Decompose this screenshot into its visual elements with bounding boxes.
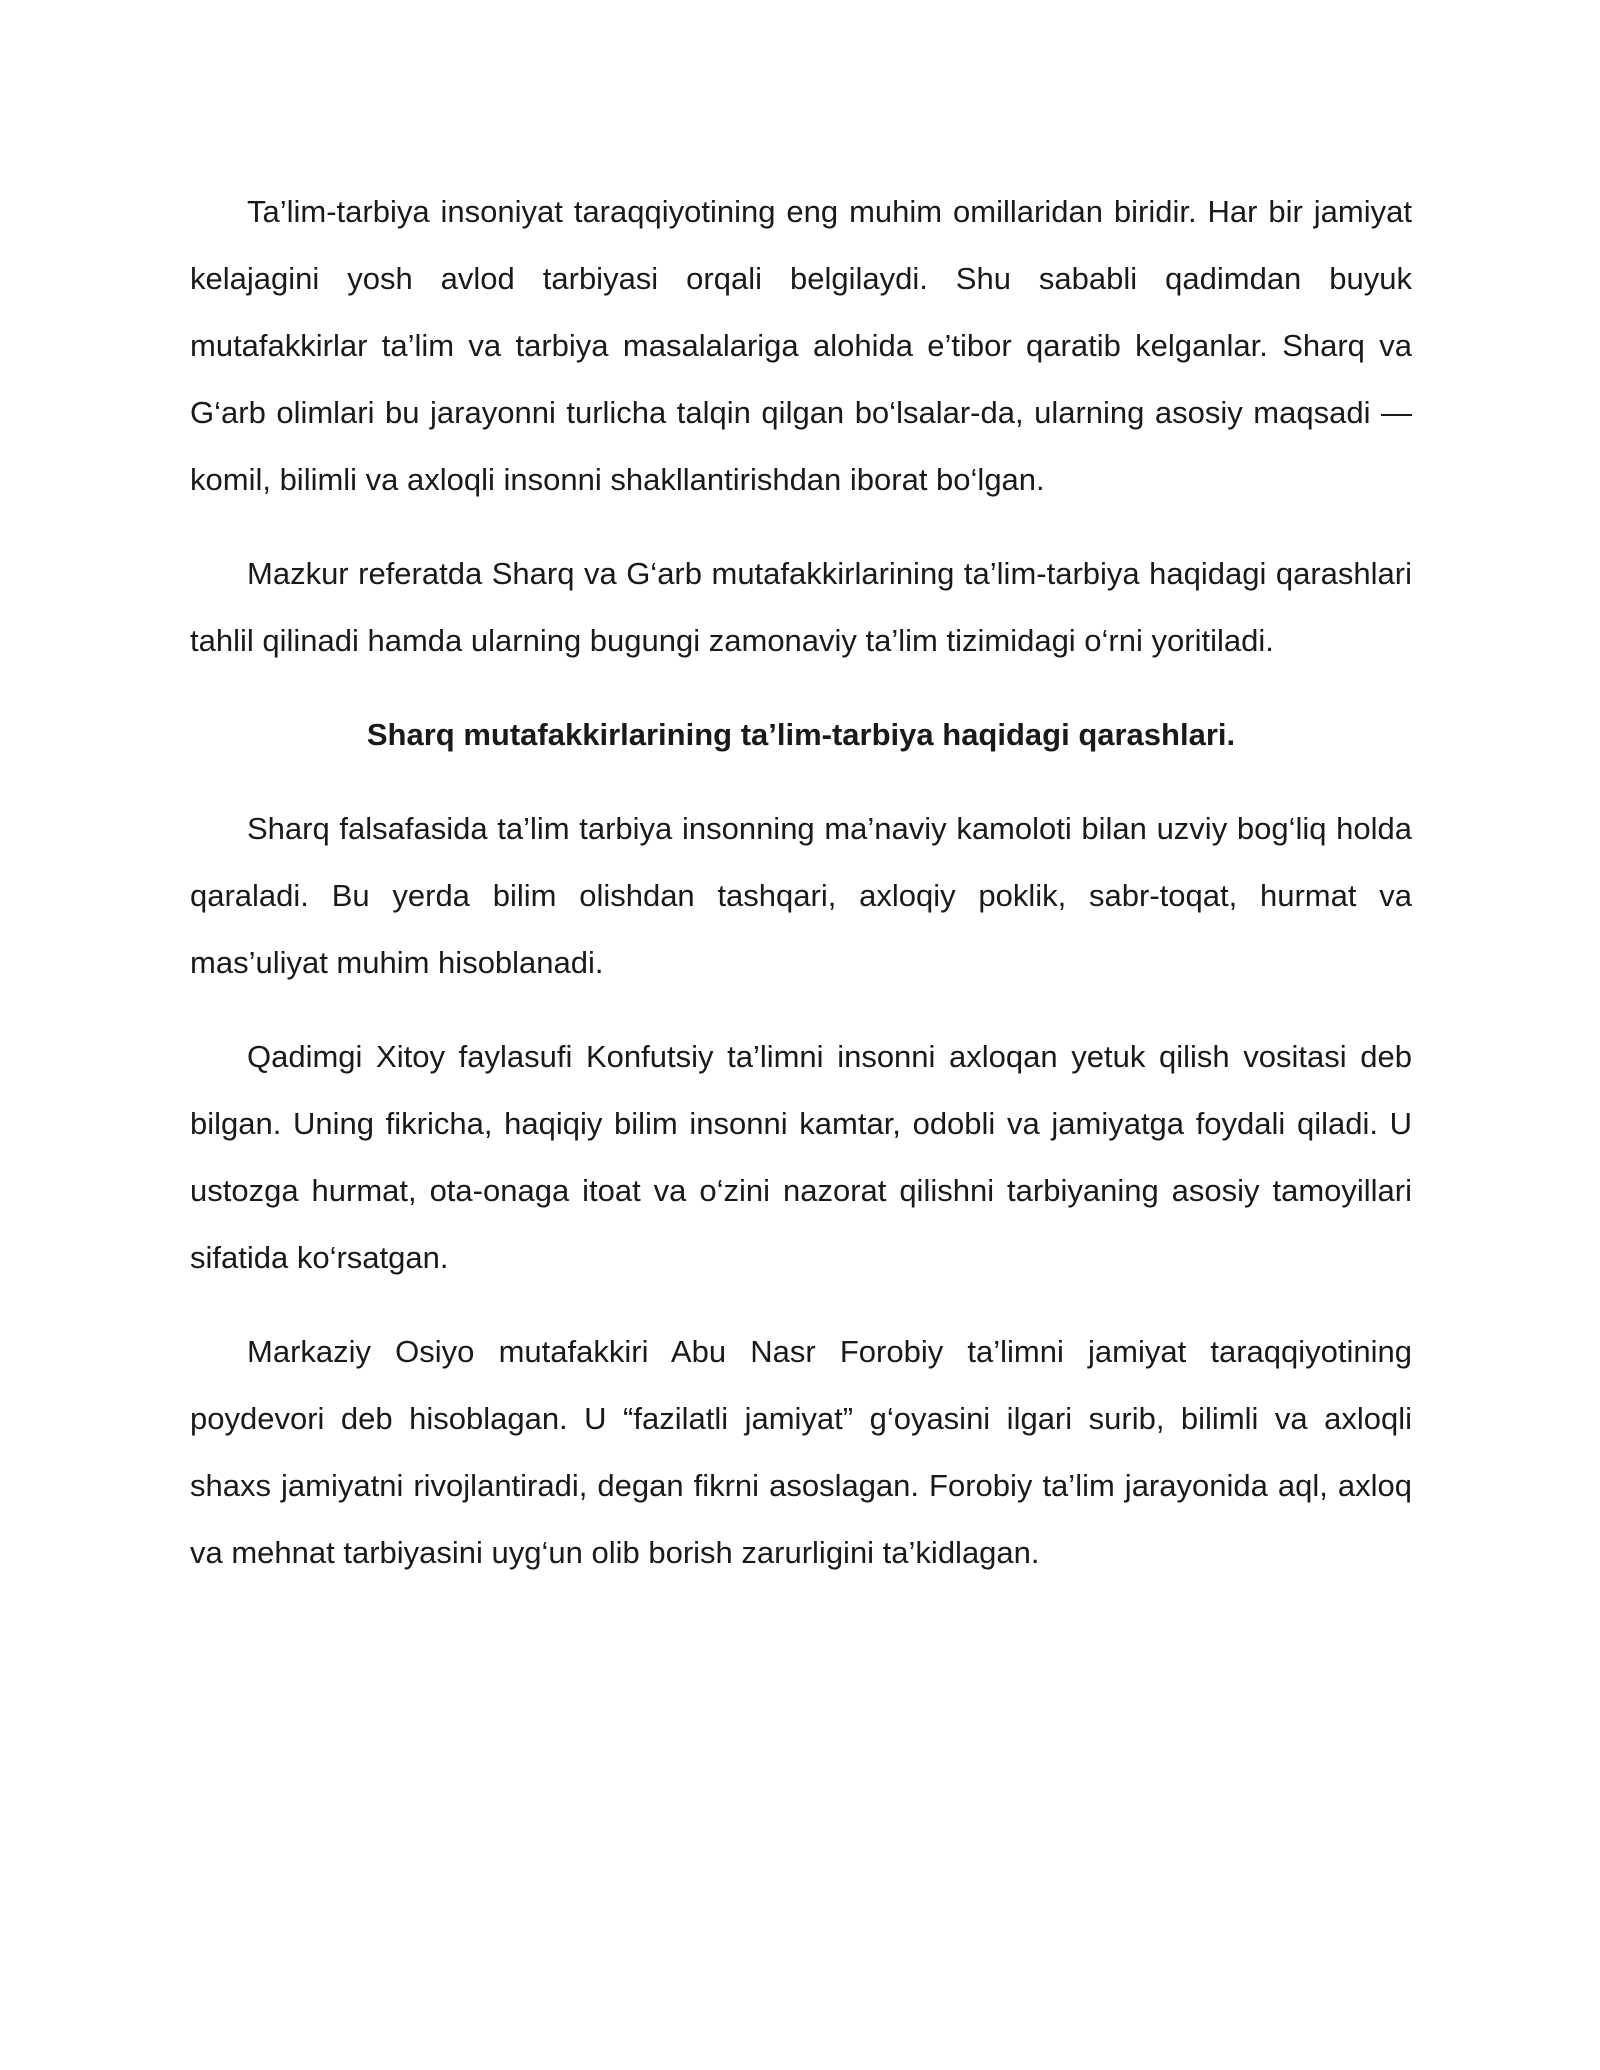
- paragraph-intro-1: Ta’lim-tarbiya insoniyat taraqqiyotining eng muhim omillaridan biridir. Har bir jamiyat kelajagini yosh avlod tarbiyasi orqali belgilaydi. Shu sababli qadimdan buyuk mutafakkirlar ta’lim va tarbiya masalalariga alohida e’tibor qaratib kelganlar. Sharq va G‘arb olimlari bu jarayonni turlicha talqin qilgan bo‘lsalar-da, ularning asosiy maqsadi — komil, bilimli va axloqli insonni shakllantirishdan iborat bo‘lgan.: [190, 194, 1412, 497]
- document-body: [190, 178, 1412, 1613]
- paragraph-section-3: Markaziy Osiyo mutafakkiri Abu Nasr Forobiy ta’limni jamiyat taraqqiyotining poydevori deb hisoblagan. U “fazilatli jamiyat” g‘oyasini ilgari surib, bilimli va axloqli shaxs jamiyatni rivojlantiradi, degan fikrni asoslagan. Forobiy ta’lim jarayonida aql, axloq va mehnat tarbiyasini uyg‘un olib borish zarurligini ta’kidlagan.: [190, 1334, 1412, 1570]
- paragraph-section-2: Qadimgi Xitoy faylasufi Konfutsiy ta’limni insonni axloqan yetuk qilish vositasi deb bilgan. Uning fikricha, haqiqiy bilim insonni kamtar, odobli va jamiyatga foydali qiladi. U ustozga hurmat, ota-onaga itoat va o‘zini nazorat qilishni tarbiyaning asosiy tamoyillari sifatida ko‘rsatgan.: [190, 1039, 1412, 1275]
- paragraph-intro-2: Mazkur referatda Sharq va G‘arb mutafakkirlarining ta’lim-tarbiya haqidagi qarashlari tahlil qilinadi hamda ularning bugungi zamonaviy ta’lim tizimidagi o‘rni yoritiladi.: [190, 556, 1412, 658]
- paragraph-section-1: Sharq falsafasida ta’lim tarbiya insonning ma’naviy kamoloti bilan uzviy bog‘liq holda qaraladi. Bu yerda bilim olishdan tashqari, axloqiy poklik, sabr-toqat, hurmat va mas’uliyat muhim hisoblanadi.: [190, 811, 1412, 980]
- section-heading: Sharq mutafakkirlarining ta’lim-tarbiya haqidagi qarashlari.: [366, 717, 1236, 752]
